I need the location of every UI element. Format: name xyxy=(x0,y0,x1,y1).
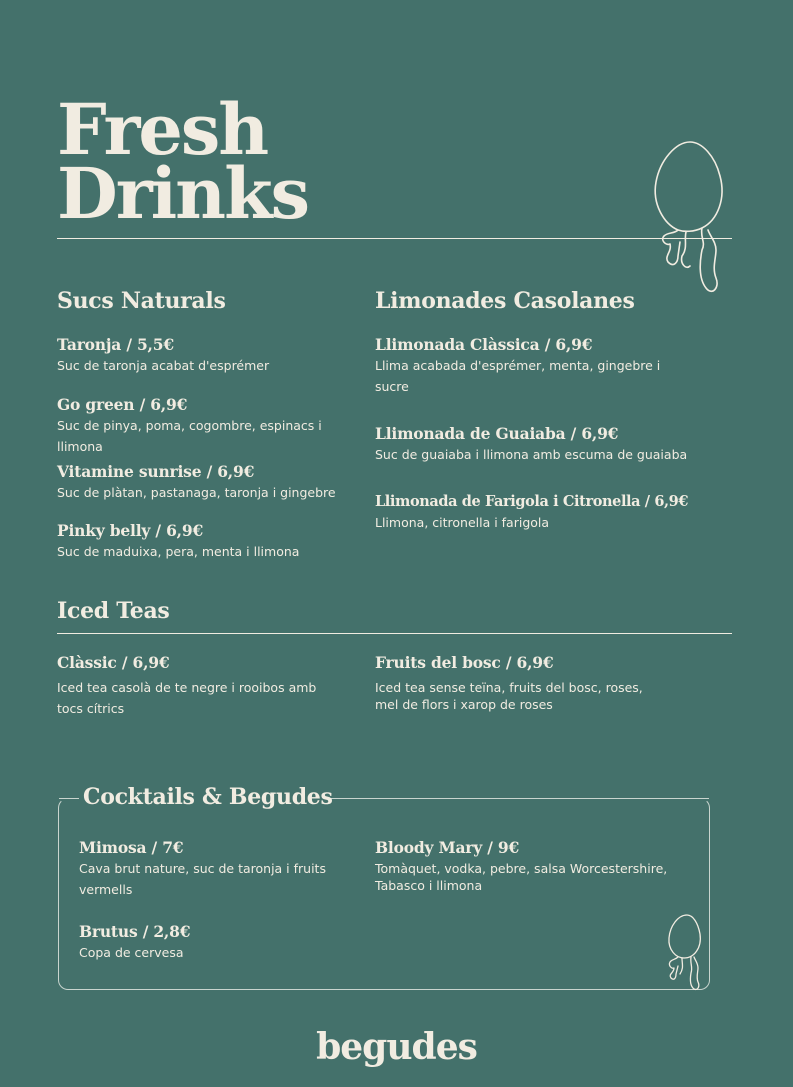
title-line-2: Drinks xyxy=(57,152,308,235)
menu-item-description: Iced tea sense teïna, fruits del bosc, roses, mel de flors i xarop de roses xyxy=(375,680,643,712)
menu-item-name: Fruits del bosc / 6,9€ xyxy=(375,653,554,672)
section-heading-sucs: Sucs Naturals xyxy=(57,288,226,314)
drip-icon xyxy=(650,138,730,298)
menu-item-name: Vitamine sunrise / 6,9€ xyxy=(57,462,255,481)
menu-item-name: Clàssic / 6,9€ xyxy=(57,653,170,672)
menu-item-name: Llimonada Clàssica / 6,9€ xyxy=(375,335,593,354)
footer-brand: begudes xyxy=(316,1026,477,1068)
menu-item xyxy=(57,395,327,457)
menu-item-name: Llimonada de Guaiaba / 6,9€ xyxy=(375,424,619,443)
iced-teas-divider xyxy=(57,633,732,634)
menu-item xyxy=(375,424,705,465)
menu-item xyxy=(57,335,357,376)
menu-item-name: Brutus / 2,8€ xyxy=(79,922,191,941)
section-heading-cocktails: Cocktails & Begudes xyxy=(83,784,333,810)
menu-item xyxy=(79,838,339,900)
menu-item xyxy=(375,653,655,713)
menu-item-description: Suc de maduixa, pera, menta i llimona xyxy=(57,544,300,559)
menu-item xyxy=(57,653,327,719)
panel-border xyxy=(59,798,79,799)
panel-border xyxy=(325,798,709,799)
drip-icon-small xyxy=(660,912,710,992)
section-heading-iced-teas: Iced Teas xyxy=(57,598,170,624)
menu-item-description: Llimona, citronella i farigola xyxy=(375,515,550,530)
menu-item-description: Iced tea casolà de te negre i rooibos amb tocs cítrics xyxy=(57,680,317,716)
title-divider xyxy=(57,238,732,239)
menu-item-description: Suc de taronja acabat d'esprémer xyxy=(57,358,270,373)
menu-item-description: Tomàquet, vodka, pebre, salsa Worcestershire, Tabasco i llimona xyxy=(375,861,668,893)
menu-item-name: Go green / 6,9€ xyxy=(57,395,188,414)
menu-item-description: Suc de plàtan, pastanaga, taronja i gingebre xyxy=(57,485,336,500)
title-line-1: Fresh xyxy=(57,88,268,171)
menu-item xyxy=(375,492,725,533)
menu-item-description: Suc de guaiaba i llimona amb escuma de guaiaba xyxy=(375,447,688,462)
menu-item-name: Pinky belly / 6,9€ xyxy=(57,521,204,540)
menu-item xyxy=(57,521,357,562)
menu-item-description: Suc de pinya, poma, cogombre, espinacs i llimona xyxy=(57,418,322,454)
menu-item xyxy=(79,922,339,963)
menu-item-name: Bloody Mary / 9€ xyxy=(375,838,520,857)
menu-item-description: Copa de cervesa xyxy=(79,945,184,960)
menu-item-name: Taronja / 5,5€ xyxy=(57,335,174,354)
menu-item-description: Cava brut nature, suc de taronja i fruits vermells xyxy=(79,861,326,897)
menu-item-name: Mimosa / 7€ xyxy=(79,838,184,857)
section-heading-limonades: Limonades Casolanes xyxy=(375,288,635,314)
menu-item xyxy=(57,462,357,503)
page-title xyxy=(57,88,308,235)
menu-item-description: Llima acabada d'esprémer, menta, gingebre i sucre xyxy=(375,358,661,394)
menu-item-name: Llimonada de Farigola i Citronella / 6,9€ xyxy=(375,493,689,510)
menu-item xyxy=(375,838,685,894)
menu-item xyxy=(375,335,675,397)
